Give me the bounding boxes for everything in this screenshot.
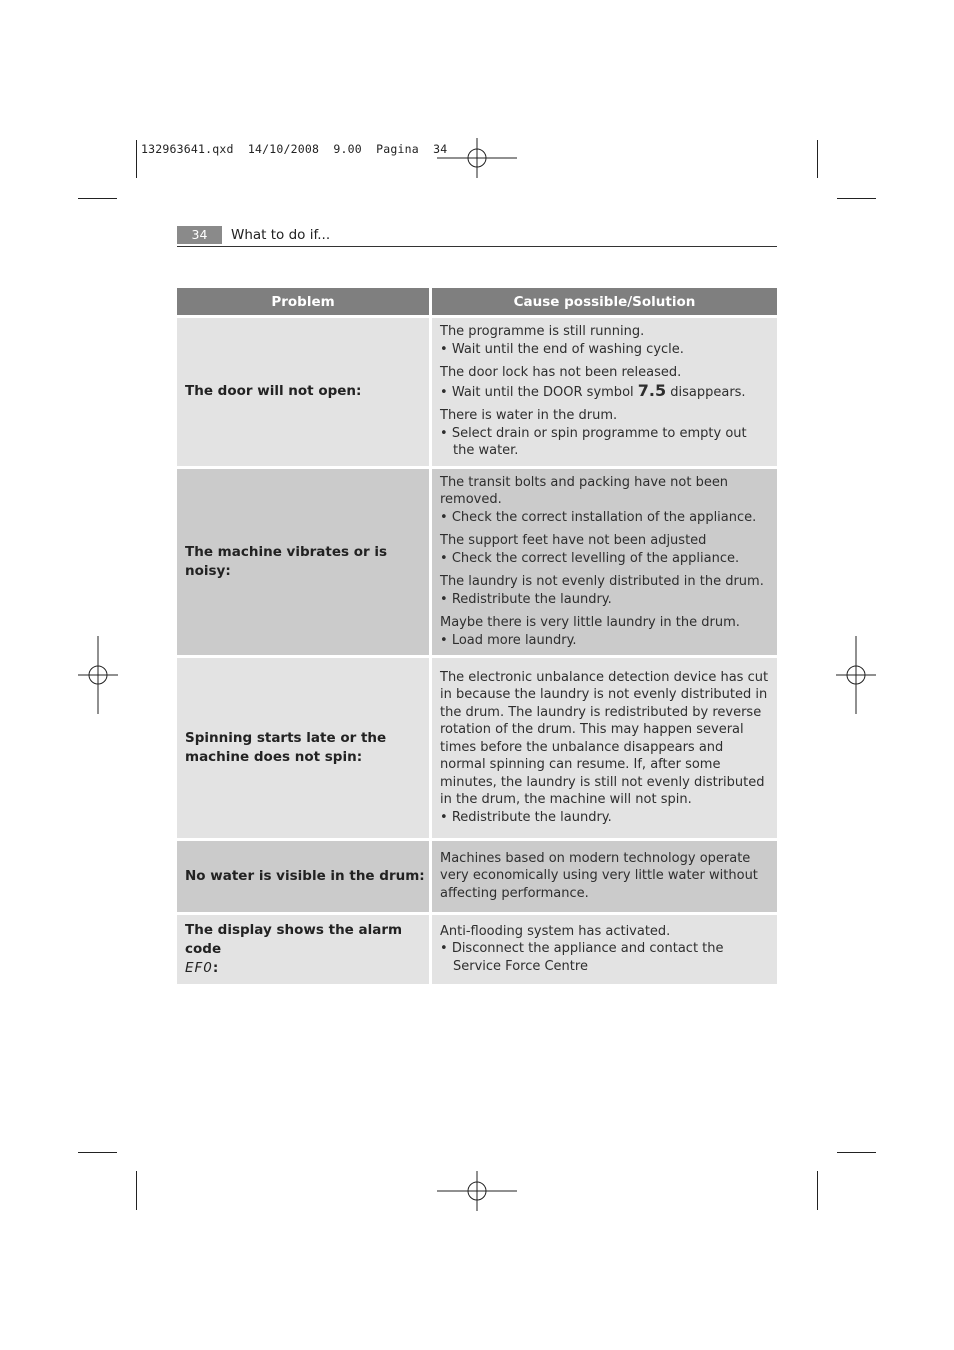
cause-group [440,614,771,649]
solution-item [440,632,771,650]
cause-group [440,323,771,358]
table-row [177,315,777,466]
page-number: 34 [177,226,222,244]
solution-cell [432,912,777,984]
bullet-icon: • [440,384,448,400]
solution-text: Disconnect the appliance and contact the Service Force Centre [451,941,724,974]
crop-mark-bl-h [78,1152,117,1153]
cause-group [440,669,771,827]
table-header-row [177,288,777,315]
solution-item [440,940,771,975]
cause-text: The transit bolts and packing have not been removed. [440,474,729,507]
solution-text: Check the correct levelling of the appliance. [451,550,740,566]
registration-mark-left [78,636,118,714]
problem-cell: The machine vibrates or is noisy: [177,466,432,656]
crop-mark-tl-h [78,198,117,199]
cause-group [440,474,771,527]
solution-item [440,425,771,460]
page-header [177,226,777,247]
table-row [177,912,777,984]
crop-mark-br-h [837,1152,876,1153]
crop-mark-tr-h [837,198,876,199]
column-header-problem: Problem [177,288,432,315]
cause-text: There is water in the drum. [440,408,618,423]
table-row [177,466,777,656]
solution-text: Wait until the end of washing cycle. [451,341,684,357]
solution-text: Wait until the DOOR symbol [451,384,638,400]
solution-cell [432,655,777,838]
cause-group [440,850,771,903]
registration-mark-bottom [437,1171,517,1211]
solution-cell [432,315,777,466]
solution-item [440,550,771,568]
bullet-icon: • [440,809,448,825]
problem-suffix: : [212,960,219,976]
cause-group [440,364,771,401]
cause-text: Maybe there is very little laundry in the drum. [440,615,740,630]
solution-text: disappears. [666,384,746,400]
registration-mark-top [437,138,517,178]
bullet-icon: • [440,632,448,648]
solution-item [440,591,771,609]
crop-mark-bl-v [136,1171,137,1210]
table-row [177,655,777,838]
cause-text: The electronic unbalance detection device has cut in because the laundry is not evenly distributed in the drum. The laundry is redistributed by reverse rotation of the drum. This may happen several times before the unbalance disappears and normal spinning can resume. If, after some minutes, the laundry is still not evenly distributed in the drum, the machine will not spin. [440,669,769,808]
bullet-icon: • [440,341,448,357]
solution-item [440,509,771,527]
print-slug: 132963641.qxd 14/10/2008 9.00 Pagina 34 [141,142,448,156]
solution-text: Load more laundry. [451,632,577,648]
section-title: What to do if... [231,227,331,243]
cause-group [440,923,771,976]
solution-cell [432,466,777,656]
bullet-icon: • [440,591,448,607]
solution-item [440,809,771,827]
cause-group [440,573,771,608]
solution-text: Check the correct installation of the appliance. [451,509,757,525]
cause-text: Machines based on modern technology operate very economically using very little water without affecting performance. [440,850,758,901]
troubleshooting-table [177,288,777,984]
solution-item [440,382,771,402]
cause-text: The laundry is not evenly distributed in the drum. [440,574,764,589]
alarm-code: EF0 [185,960,213,976]
crop-mark-tl-v [136,140,137,178]
solution-cell [432,838,777,912]
bullet-icon: • [440,550,448,566]
solution-text: Redistribute the laundry. [451,809,612,825]
solution-text: Select drain or spin programme to empty out the water. [451,425,747,458]
cause-text: The door lock has not been released. [440,365,682,380]
cause-group [440,407,771,460]
cause-text: The support feet have not been adjusted [440,533,707,548]
solution-item [440,341,771,359]
table-row [177,838,777,912]
cause-group [440,532,771,567]
cause-text: The programme is still running. [440,324,645,339]
problem-cell [177,912,432,984]
door-symbol: 7.5 [637,380,667,400]
problem-cell: No water is visible in the drum: [177,838,432,912]
crop-mark-tr-v [817,140,818,178]
crop-mark-br-v [817,1171,818,1210]
solution-text: Redistribute the laundry. [451,591,612,607]
bullet-icon: • [440,425,448,441]
registration-mark-right [836,636,876,714]
problem-text: The display shows the alarm code [185,922,403,957]
problem-cell: Spinning starts late or the machine does not spin: [177,655,432,838]
bullet-icon: • [440,509,448,525]
column-header-solution: Cause possible/Solution [432,288,777,315]
cause-text: Anti-flooding system has activated. [440,923,671,939]
bullet-icon: • [440,941,448,957]
problem-cell: The door will not open: [177,315,432,466]
